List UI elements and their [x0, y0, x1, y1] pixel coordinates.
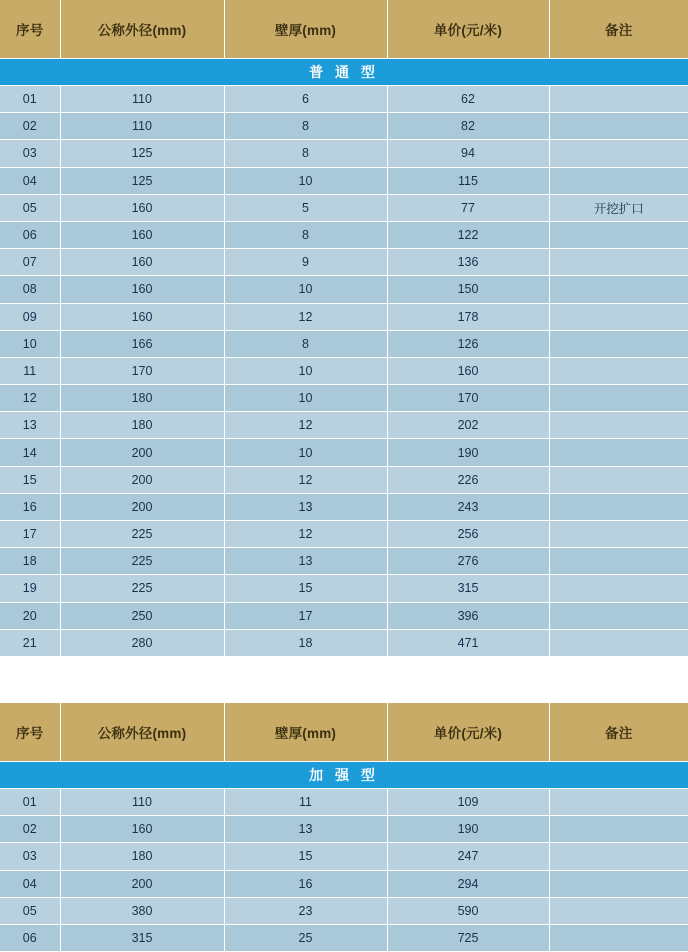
table-row — [0, 788, 688, 815]
table-row — [0, 194, 688, 221]
row-note — [549, 493, 688, 520]
row-od: 180 — [60, 412, 224, 439]
section-title-reinforced: 加 强 型 — [0, 761, 688, 788]
row-no: 01 — [0, 788, 60, 815]
row-wall: 8 — [224, 221, 387, 248]
row-wall: 23 — [224, 897, 387, 924]
row-wall: 13 — [224, 548, 387, 575]
row-od: 200 — [60, 439, 224, 466]
table-row — [0, 521, 688, 548]
row-no: 02 — [0, 113, 60, 140]
row-no: 04 — [0, 167, 60, 194]
row-od: 170 — [60, 357, 224, 384]
row-price: 77 — [387, 194, 549, 221]
row-wall: 16 — [224, 870, 387, 897]
table-row — [0, 897, 688, 924]
row-no: 06 — [0, 221, 60, 248]
row-price: 82 — [387, 113, 549, 140]
row-od: 125 — [60, 167, 224, 194]
row-note — [549, 816, 688, 843]
row-note — [549, 357, 688, 384]
table-row — [0, 548, 688, 575]
row-wall: 10 — [224, 385, 387, 412]
reinforced-type-price-table — [0, 703, 688, 952]
column-header-od: 公称外径(mm) — [60, 703, 224, 762]
table-row — [0, 816, 688, 843]
row-no: 20 — [0, 602, 60, 629]
row-no: 17 — [0, 521, 60, 548]
row-wall: 18 — [224, 629, 387, 656]
row-no: 05 — [0, 194, 60, 221]
row-note — [549, 602, 688, 629]
row-no: 19 — [0, 575, 60, 602]
table-row — [0, 113, 688, 140]
row-wall: 10 — [224, 167, 387, 194]
row-price: 136 — [387, 249, 549, 276]
table-row — [0, 439, 688, 466]
row-note — [549, 276, 688, 303]
column-header-note: 备注 — [549, 703, 688, 762]
table-separator — [0, 657, 688, 703]
row-wall: 10 — [224, 357, 387, 384]
row-price: 276 — [387, 548, 549, 575]
table-row — [0, 629, 688, 656]
table-row — [0, 357, 688, 384]
row-price: 243 — [387, 493, 549, 520]
row-price: 170 — [387, 385, 549, 412]
row-note — [549, 924, 688, 951]
row-wall: 12 — [224, 466, 387, 493]
row-no: 04 — [0, 870, 60, 897]
row-od: 160 — [60, 303, 224, 330]
table-row — [0, 412, 688, 439]
row-od: 250 — [60, 602, 224, 629]
row-od: 160 — [60, 249, 224, 276]
row-price: 256 — [387, 521, 549, 548]
row-wall: 11 — [224, 788, 387, 815]
row-price: 247 — [387, 843, 549, 870]
row-no: 08 — [0, 276, 60, 303]
row-od: 166 — [60, 330, 224, 357]
row-wall: 12 — [224, 303, 387, 330]
row-od: 225 — [60, 521, 224, 548]
column-header-od: 公称外径(mm) — [60, 0, 224, 59]
row-price: 109 — [387, 788, 549, 815]
row-note — [549, 788, 688, 815]
row-note — [549, 466, 688, 493]
row-note — [549, 249, 688, 276]
table-row — [0, 385, 688, 412]
row-price: 178 — [387, 303, 549, 330]
row-price: 190 — [387, 439, 549, 466]
row-od: 110 — [60, 788, 224, 815]
table-row — [0, 167, 688, 194]
row-od: 200 — [60, 466, 224, 493]
row-no: 21 — [0, 629, 60, 656]
row-od: 380 — [60, 897, 224, 924]
row-wall: 17 — [224, 602, 387, 629]
table-row — [0, 303, 688, 330]
row-wall: 25 — [224, 924, 387, 951]
table-row — [0, 86, 688, 113]
row-price: 471 — [387, 629, 549, 656]
row-od: 160 — [60, 816, 224, 843]
row-wall: 13 — [224, 816, 387, 843]
row-note — [549, 629, 688, 656]
row-price: 62 — [387, 86, 549, 113]
row-price: 94 — [387, 140, 549, 167]
row-note — [549, 303, 688, 330]
column-header-no: 序号 — [0, 703, 60, 762]
row-no: 07 — [0, 249, 60, 276]
row-price: 725 — [387, 924, 549, 951]
column-header-wall: 壁厚(mm) — [224, 703, 387, 762]
table-row — [0, 924, 688, 951]
row-no: 03 — [0, 843, 60, 870]
row-note — [549, 897, 688, 924]
table-row — [0, 575, 688, 602]
row-price: 396 — [387, 602, 549, 629]
table-header-row — [0, 703, 688, 762]
row-wall: 6 — [224, 86, 387, 113]
row-no: 12 — [0, 385, 60, 412]
row-note — [549, 385, 688, 412]
row-wall: 8 — [224, 330, 387, 357]
row-note — [549, 221, 688, 248]
row-no: 16 — [0, 493, 60, 520]
section-title-row — [0, 761, 688, 788]
table-row — [0, 276, 688, 303]
row-od: 315 — [60, 924, 224, 951]
row-od: 225 — [60, 575, 224, 602]
row-price: 315 — [387, 575, 549, 602]
row-wall: 15 — [224, 575, 387, 602]
row-note — [549, 870, 688, 897]
section-title-normal: 普 通 型 — [0, 59, 688, 86]
row-no: 11 — [0, 357, 60, 384]
row-wall: 10 — [224, 276, 387, 303]
row-price: 202 — [387, 412, 549, 439]
row-price: 150 — [387, 276, 549, 303]
row-price: 294 — [387, 870, 549, 897]
row-price: 126 — [387, 330, 549, 357]
row-od: 125 — [60, 140, 224, 167]
row-od: 280 — [60, 629, 224, 656]
row-note — [549, 330, 688, 357]
row-wall: 15 — [224, 843, 387, 870]
column-header-price: 单价(元/米) — [387, 703, 549, 762]
row-note — [549, 439, 688, 466]
row-note — [549, 167, 688, 194]
row-no: 15 — [0, 466, 60, 493]
row-od: 180 — [60, 385, 224, 412]
row-price: 226 — [387, 466, 549, 493]
row-no: 09 — [0, 303, 60, 330]
row-wall: 13 — [224, 493, 387, 520]
row-note — [549, 113, 688, 140]
row-price: 115 — [387, 167, 549, 194]
row-wall: 8 — [224, 113, 387, 140]
row-wall: 12 — [224, 521, 387, 548]
row-no: 18 — [0, 548, 60, 575]
row-od: 180 — [60, 843, 224, 870]
row-wall: 12 — [224, 412, 387, 439]
row-wall: 5 — [224, 194, 387, 221]
row-note: 开挖扩口 — [549, 194, 688, 221]
table-row — [0, 221, 688, 248]
section-title-row — [0, 59, 688, 86]
row-od: 160 — [60, 221, 224, 248]
row-price: 160 — [387, 357, 549, 384]
row-wall: 10 — [224, 439, 387, 466]
row-wall: 8 — [224, 140, 387, 167]
row-price: 590 — [387, 897, 549, 924]
table-row — [0, 466, 688, 493]
row-od: 200 — [60, 493, 224, 520]
row-note — [549, 575, 688, 602]
table-row — [0, 602, 688, 629]
row-note — [549, 412, 688, 439]
column-header-price: 单价(元/米) — [387, 0, 549, 59]
row-no: 14 — [0, 439, 60, 466]
table-row — [0, 330, 688, 357]
row-no: 13 — [0, 412, 60, 439]
row-no: 06 — [0, 924, 60, 951]
table-row — [0, 249, 688, 276]
row-wall: 9 — [224, 249, 387, 276]
row-no: 02 — [0, 816, 60, 843]
row-note — [549, 86, 688, 113]
row-od: 225 — [60, 548, 224, 575]
table-row — [0, 493, 688, 520]
column-header-note: 备注 — [549, 0, 688, 59]
column-header-no: 序号 — [0, 0, 60, 59]
table-row — [0, 870, 688, 897]
row-od: 110 — [60, 113, 224, 140]
row-od: 110 — [60, 86, 224, 113]
row-no: 05 — [0, 897, 60, 924]
row-no: 10 — [0, 330, 60, 357]
row-note — [549, 521, 688, 548]
row-price: 190 — [387, 816, 549, 843]
row-note — [549, 140, 688, 167]
row-no: 01 — [0, 86, 60, 113]
row-note — [549, 548, 688, 575]
table-row — [0, 140, 688, 167]
table-header-row — [0, 0, 688, 59]
column-header-wall: 壁厚(mm) — [224, 0, 387, 59]
row-no: 03 — [0, 140, 60, 167]
row-od: 160 — [60, 276, 224, 303]
row-price: 122 — [387, 221, 549, 248]
row-od: 200 — [60, 870, 224, 897]
row-od: 160 — [60, 194, 224, 221]
